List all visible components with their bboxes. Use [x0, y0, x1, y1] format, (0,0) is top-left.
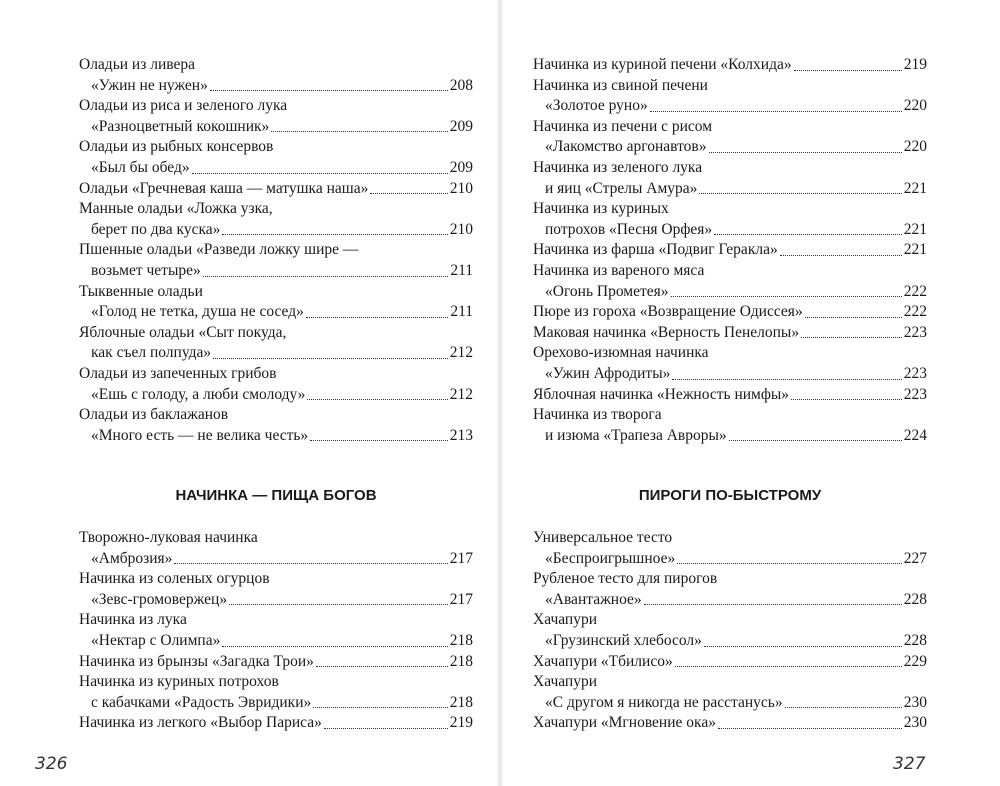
toc-entry-page: 223: [903, 323, 927, 341]
toc-entry: [79, 693, 473, 714]
dot-leader: [229, 604, 448, 605]
dot-leader: [650, 111, 902, 112]
toc-entry-heading: [533, 158, 927, 179]
dot-leader: [704, 646, 902, 647]
toc-entry-title: «Зевс-громовержец»: [91, 590, 228, 608]
dot-leader: [210, 90, 448, 91]
dot-leader: [714, 234, 902, 235]
toc-entry: [79, 220, 473, 241]
toc-entry-title: Начинка из фарша «Подвиг Геракла»: [533, 241, 778, 259]
toc-entry-title: с кабачками «Радость Эвридики»: [91, 693, 312, 711]
toc-entry-heading: [79, 672, 473, 693]
toc-entry-page: 221: [903, 220, 927, 238]
toc-entry: [79, 117, 473, 138]
dot-leader: [672, 379, 901, 380]
toc-entry-heading: [533, 343, 927, 364]
toc-entry-title: Начинка из печени с рисом: [533, 117, 713, 135]
toc-entry-title: «Амброзия»: [91, 549, 173, 567]
toc-entry-title: Хачапури: [533, 611, 598, 629]
toc-entry-page: 223: [903, 385, 927, 403]
toc-entry-title: и яиц «Стрелы Амура»: [545, 179, 698, 197]
toc-entry-title: Начинка из зеленого лука: [533, 158, 703, 176]
toc-entry: [79, 302, 473, 323]
toc-entry: [79, 590, 473, 611]
toc-entry: [533, 631, 927, 652]
toc-entry-title: «Авантажное»: [545, 590, 642, 608]
toc-entry-title: Начинка из вареного мяса: [533, 261, 705, 279]
toc-entry: [533, 693, 927, 714]
toc-entry-page: 211: [450, 303, 473, 321]
toc-entry-heading: [79, 137, 473, 158]
toc-entry: [79, 631, 473, 652]
toc-entry-heading: [533, 405, 927, 426]
toc-entry-title: Начинка из брынзы «Загадка Трои»: [79, 652, 314, 670]
toc-entry-title: Оладьи «Гречневая каша — матушка наша»: [79, 179, 369, 197]
toc-entry-heading: [79, 405, 473, 426]
toc-entry-page: 213: [449, 426, 473, 444]
toc-entry-page: 221: [903, 241, 927, 259]
toc-entry-page: 220: [903, 138, 927, 156]
toc-entry-heading: [533, 528, 927, 549]
toc-entry-title: «Много есть — не велика честь»: [91, 426, 309, 444]
toc-entry-title: «Грузинский хлебосол»: [545, 631, 702, 649]
toc-entry-title: Начинка из лука: [79, 611, 187, 629]
dot-leader: [675, 666, 902, 667]
toc-entry: [533, 549, 927, 570]
toc-entry-page: 218: [449, 652, 473, 670]
toc-entry: [533, 302, 927, 323]
book-gutter: [497, 0, 503, 786]
toc-entry-title: «Беспроигрышное»: [545, 549, 676, 567]
dot-leader: [729, 440, 902, 441]
toc-entry-title: «Нектар с Олимпа»: [91, 631, 221, 649]
toc-entry-title: Манные оладьи «Ложка узка,: [79, 200, 273, 218]
toc-entry-title: Хачапури: [533, 673, 598, 691]
toc-entry-title: Оладьи из рыбных консервов: [79, 138, 274, 156]
dot-leader: [213, 358, 448, 359]
toc-entry: [533, 590, 927, 611]
toc-entry: [79, 261, 473, 282]
toc-entry: [533, 652, 927, 673]
toc-entry-title: Начинка из соленых огурцов: [79, 570, 270, 588]
toc-entry: [79, 549, 473, 570]
toc-entry-title: Начинка из куриной печени «Колхида»: [533, 56, 792, 73]
toc-entry-heading: [79, 96, 473, 117]
toc-entry-page: 220: [903, 97, 927, 115]
dot-leader: [794, 70, 902, 71]
toc-entry-heading: [533, 261, 927, 282]
toc-entry-page: 217: [449, 549, 473, 567]
toc-entry: [533, 713, 927, 734]
toc-entry-page: 221: [903, 179, 927, 197]
toc-entry-heading: [533, 610, 927, 631]
toc-entry-heading: [533, 672, 927, 693]
toc-entry-title: «С другом я никогда не расстанусь»: [545, 693, 783, 711]
toc-entry-heading: [533, 199, 927, 220]
right-section-title: ПИРОГИ ПО-БЫСТРОМУ: [638, 487, 822, 504]
toc-entry-title: Начинка из легкого «Выбор Париса»: [79, 714, 322, 732]
toc-entry-page: 218: [449, 693, 473, 711]
toc-entry-title: Оладьи из ливера: [79, 56, 195, 73]
toc-entry-page: 217: [449, 590, 473, 608]
toc-entry-page: 230: [903, 714, 927, 732]
toc-entry-title: «Был бы обед»: [91, 158, 190, 176]
toc-entry: [533, 179, 927, 200]
dot-leader: [174, 563, 447, 564]
right-page-number: 327: [893, 754, 926, 774]
toc-entry: [533, 426, 927, 447]
toc-entry-page: 208: [449, 76, 473, 94]
dot-leader: [699, 193, 901, 194]
toc-entry-heading: [533, 569, 927, 590]
toc-entry-title: Орехово-изюмная начинка: [533, 344, 709, 362]
dot-leader: [677, 563, 902, 564]
toc-entry-page: 219: [449, 714, 473, 732]
toc-entry-page: 229: [903, 652, 927, 670]
toc-entry: [79, 385, 473, 406]
toc-entry-title: «Огонь Прометея»: [545, 282, 669, 300]
dot-leader: [222, 234, 447, 235]
toc-entry-heading: [79, 528, 473, 549]
dot-leader: [791, 399, 902, 400]
toc-entry: [533, 364, 927, 385]
toc-entry: [533, 323, 927, 344]
dot-leader: [192, 173, 448, 174]
toc-entry: [79, 76, 473, 97]
toc-entry-heading: [79, 569, 473, 590]
dot-leader: [316, 666, 448, 667]
toc-entry-title: Творожно-луковая начинка: [79, 529, 258, 546]
toc-entry-title: «Золотое руно»: [545, 97, 648, 115]
toc-entry-page: 222: [903, 282, 927, 300]
toc-entry-title: Яблочные оладьи «Сыт покуда,: [79, 323, 287, 341]
dot-leader: [310, 440, 448, 441]
toc-entry: [533, 137, 927, 158]
toc-entry-title: «Ужин не нужен»: [91, 76, 208, 94]
dot-leader: [718, 728, 902, 729]
toc-entry-heading: [79, 364, 473, 385]
toc-entry-page: 227: [903, 549, 927, 567]
toc-entry: [79, 179, 473, 200]
dot-leader: [271, 131, 447, 132]
toc-entry-title: Оладьи из риса и зеленого лука: [79, 97, 288, 115]
toc-entry-title: Хачапури «Мгновение ока»: [533, 714, 716, 732]
toc-entry-title: Яблочная начинка «Нежность нимфы»: [533, 385, 790, 403]
toc-entry: [79, 426, 473, 447]
dot-leader: [324, 728, 448, 729]
toc-entry-title: Начинка из куриных: [533, 200, 669, 218]
toc-entry-title: Маковая начинка «Верность Пенелопы»: [533, 323, 800, 341]
dot-leader: [307, 399, 447, 400]
toc-entry-title: «Ешь с голоду, а люби смолоду»: [91, 385, 306, 403]
toc-entry-page: 212: [449, 344, 473, 362]
toc-entry-page: 223: [903, 364, 927, 382]
dot-leader: [709, 152, 902, 153]
toc-entry-page: 211: [450, 261, 473, 279]
toc-entry-page: 218: [449, 631, 473, 649]
toc-entry-title: «Разноцветный кокошник»: [91, 117, 270, 135]
toc-entry-title: Начинка из куриных потрохов: [79, 673, 279, 691]
toc-entry-page: 210: [449, 220, 473, 238]
toc-entry-page: 230: [903, 693, 927, 711]
dot-leader: [370, 193, 447, 194]
toc-entry-title: возьмет четыре»: [91, 261, 201, 279]
toc-entry-page: 224: [903, 426, 927, 444]
toc-entry: [533, 282, 927, 303]
toc-entry-heading: [533, 76, 927, 97]
toc-entry: [533, 385, 927, 406]
dot-leader: [801, 337, 902, 338]
toc-entry-title: Пшенные оладьи «Разведи ложку шире —: [79, 241, 359, 259]
toc-entry-title: Начинка из свиной печени: [533, 76, 708, 94]
dot-leader: [805, 317, 902, 318]
toc-entry: [79, 158, 473, 179]
toc-entry-title: и изюма «Трапеза Авроры»: [545, 426, 727, 444]
toc-entry: [533, 55, 927, 76]
toc-entry: [533, 96, 927, 117]
toc-entry-heading: [79, 610, 473, 631]
toc-entry-page: 209: [449, 117, 473, 135]
toc-entry-title: потрохов «Песня Орфея»: [545, 220, 713, 238]
toc-entry-title: Рубленое тесто для пирогов: [533, 570, 718, 588]
dot-leader: [671, 296, 902, 297]
toc-entry-title: «Ужин Афродиты»: [545, 364, 671, 382]
toc-entry-title: Оладьи из запеченных грибов: [79, 364, 277, 382]
toc-entry: [79, 713, 473, 734]
toc-entry-heading: [79, 199, 473, 220]
dot-leader: [306, 317, 448, 318]
toc-entry-title: Пюре из гороха «Возвращение Одиссея»: [533, 303, 803, 321]
dot-leader: [644, 604, 902, 605]
dot-leader: [222, 646, 447, 647]
left-section-title: НАЧИНКА — ПИЩА БОГОВ: [175, 487, 377, 504]
dot-leader: [313, 707, 448, 708]
toc-entry-heading: [79, 55, 473, 76]
toc-entry-title: «Голод не тетка, душа не сосед»: [91, 303, 304, 321]
toc-entry: [79, 343, 473, 364]
right-section-toc: [533, 528, 927, 734]
left-page-toc: [79, 55, 473, 446]
toc-entry: [533, 240, 927, 261]
toc-entry-title: берет по два куска»: [91, 220, 221, 238]
toc-entry-title: Тыквенные оладьи: [79, 282, 203, 300]
toc-entry-page: 212: [449, 385, 473, 403]
toc-entry-page: 222: [903, 303, 927, 321]
dot-leader: [203, 276, 449, 277]
left-section-toc: [79, 528, 473, 734]
toc-entry-title: Хачапури «Тбилисо»: [533, 652, 673, 670]
toc-entry-heading: [79, 240, 473, 261]
toc-entry-title: Оладьи из баклажанов: [79, 406, 229, 424]
toc-entry: [79, 652, 473, 673]
toc-entry-page: 219: [903, 56, 927, 73]
toc-entry: [533, 220, 927, 241]
dot-leader: [780, 255, 902, 256]
toc-entry-title: как съел полпуда»: [91, 344, 212, 362]
left-page-number: 326: [35, 754, 68, 774]
toc-entry-heading: [79, 323, 473, 344]
toc-entry-page: 209: [449, 158, 473, 176]
right-page-toc: [533, 55, 927, 446]
toc-entry-page: 210: [449, 179, 473, 197]
toc-entry-heading: [79, 282, 473, 303]
dot-leader: [785, 707, 902, 708]
toc-entry-title: Универсальное тесто: [533, 529, 673, 546]
toc-entry-page: 228: [903, 631, 927, 649]
toc-entry-title: Начинка из творога: [533, 406, 662, 424]
toc-entry-page: 228: [903, 590, 927, 608]
toc-entry-heading: [533, 117, 927, 138]
toc-entry-title: «Лакомство аргонавтов»: [545, 138, 707, 156]
